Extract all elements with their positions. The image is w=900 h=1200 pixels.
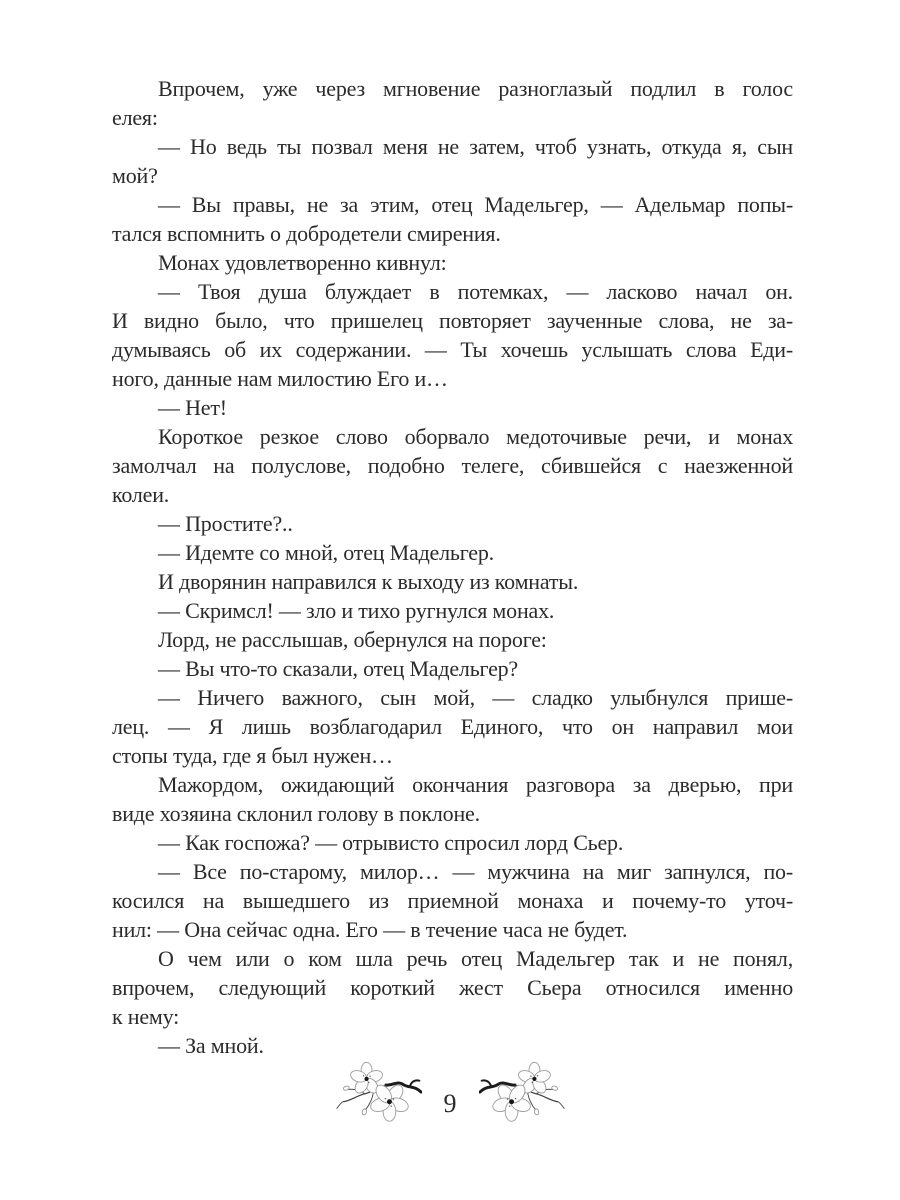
text-line: — Вы что-то сказали, отец Мадельгер? [158, 656, 519, 681]
paragraph [112, 509, 793, 538]
paragraph [112, 248, 793, 277]
paragraph [112, 277, 793, 393]
paragraph [112, 567, 793, 596]
text-line: И дворянин направился к выходу из комнаты. [158, 569, 579, 594]
text-line: — Как госпожа? — отрывисто спросил лорд Сьер. [158, 830, 624, 855]
paragraph [112, 1031, 793, 1060]
text-line: Лорд, не расслышав, обернулся на пороге: [158, 627, 547, 652]
text-line: О чем или о ком шла речь отец Мадельгер так и не понял, [158, 946, 793, 971]
text-line: — Идемте со мной, отец Мадельгер. [158, 540, 494, 565]
paragraph [112, 132, 793, 190]
text-line: к нему: [112, 1004, 180, 1029]
text-line: — Скримсл! — зло и тихо ругнулся монах. [158, 598, 555, 623]
paragraph [112, 74, 793, 132]
text-line: впрочем, следующий короткий жест Сьера относился именно [112, 975, 793, 1000]
paragraph [112, 538, 793, 567]
text-line: виде хозяина склонил голову в поклоне. [112, 801, 480, 826]
text-line: елея: [112, 105, 158, 130]
text-line: Мажордом, ожидающий окончания разговора за дверью, при [158, 772, 793, 797]
text-line: — Вы правы, не за этим, отец Мадельгер, — Адельмар попы- [158, 192, 793, 217]
paragraph [112, 625, 793, 654]
text-line: — Нет! [158, 395, 227, 420]
text-line: — Ничего важного, сын мой, — сладко улыбнулся прише- [158, 685, 793, 710]
text-line: замолчал на полуслове, подобно телеге, сбившейся с наезженной [112, 453, 793, 478]
page-number: 9 [443, 1089, 457, 1118]
paragraph [112, 190, 793, 248]
text-line: думываясь об их содержании. — Ты хочешь услышать слова Еди- [112, 337, 793, 362]
text-line: мой? [112, 163, 158, 188]
text-line: Впрочем, уже через мгновение разноглазый подлил в голос [158, 76, 793, 101]
text-line: ного, данные нам милостию Его и… [112, 366, 448, 391]
text-line: нил: — Она сейчас одна. Его — в течение часа не будет. [112, 917, 628, 942]
text-line: — Но ведь ты позвал меня не затем, чтоб узнать, откуда я, сын [158, 134, 793, 159]
paragraph [112, 393, 793, 422]
paragraph [112, 770, 793, 828]
text-line: косился на вышедшего из приемной монаха и почему-то уточ- [112, 888, 793, 913]
text-line: Короткое резкое слово оборвало медоточивые речи, и монах [158, 424, 793, 449]
text-line: колеи. [112, 482, 170, 507]
paragraph [112, 422, 793, 509]
blossom-ornament-left-icon [334, 1060, 422, 1140]
text-line: лец. — Я лишь возблагодарил Единого, что он направил мои [112, 714, 793, 739]
blossom-ornament-right-icon [479, 1060, 567, 1140]
text-line: — Все по-старому, милор… — мужчина на миг запнулся, по- [158, 859, 793, 884]
page-footer [0, 1060, 900, 1140]
text-line: — За мной. [158, 1033, 264, 1058]
text-line: И видно было, что пришелец повторяет заученные слова, не за- [112, 308, 793, 333]
paragraph [112, 654, 793, 683]
text-line: стопы туда, где я был нужен… [112, 743, 393, 768]
text-line: — Простите?.. [158, 511, 293, 536]
page-text [112, 74, 793, 1060]
paragraph [112, 857, 793, 944]
paragraph [112, 944, 793, 1031]
paragraph [112, 596, 793, 625]
text-line: тался вспомнить о добродетели смирения. [112, 221, 501, 246]
paragraph [112, 683, 793, 770]
text-line: — Твоя душа блуждает в потемках, — ласково начал он. [158, 279, 793, 304]
text-line: Монах удовлетворенно кивнул: [158, 250, 447, 275]
paragraph [112, 828, 793, 857]
